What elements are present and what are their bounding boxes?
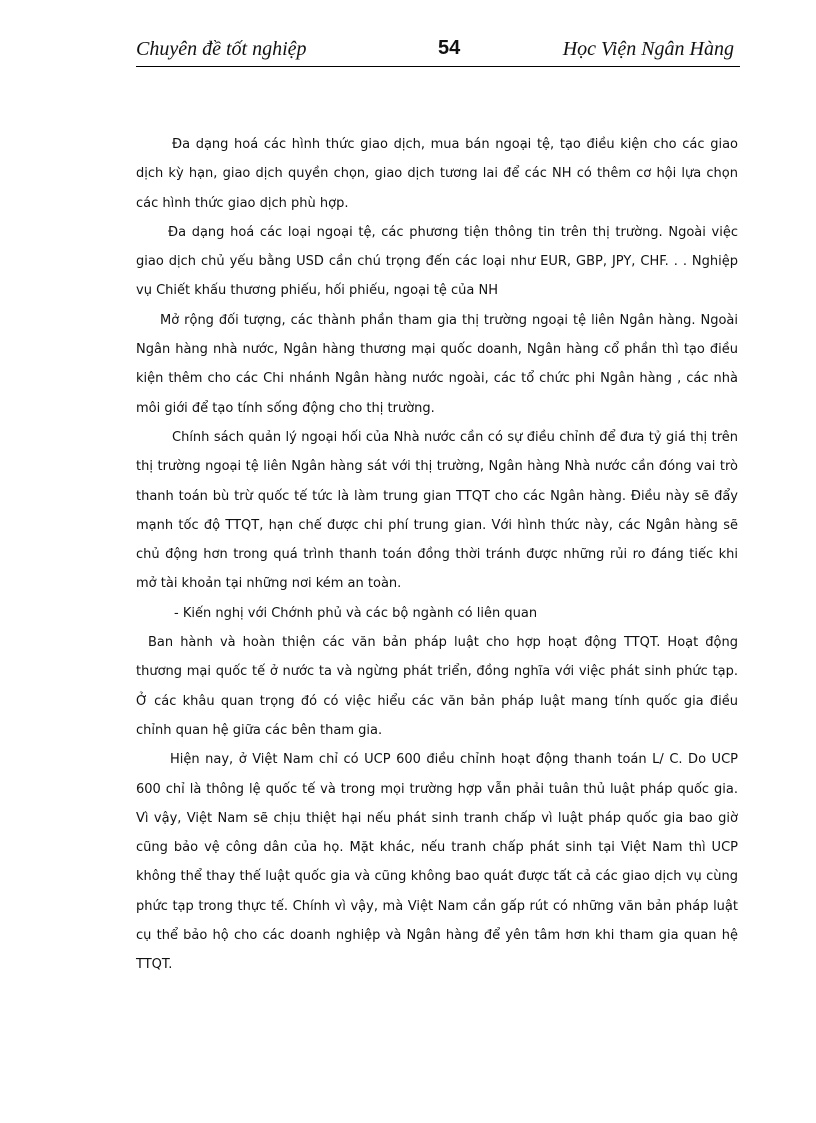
paragraph-expand-participants: Mở rộng đối tượng, các thành phần tham gia thị trường ngoại tệ liên Ngân hàng. Ngoài Ngân hàng nhà nước, Ngân hàng thương mại quốc doanh, Ngân hàng cổ phần thì tạo điều kiện thêm cho các Chi nhánh Ngân hàng nước ngoài, các tổ chức phi Ngân hàng , các nhà môi giới để tạo tính sống động cho thị trường. [136,312,738,416]
page-number: 54 [438,37,461,59]
paragraph-diversify-currencies: Đa dạng hoá các loại ngoại tệ, các phương tiện thông tin trên thị trường. Ngoài việc giao dịch chủ yếu bằng USD cần chú trọng đến các loại như EUR, GBP, JPY, CHF. . . Nghiệp vụ Chiết khấu thương phiếu, hối phiếu, ngoại tệ của NH [136,224,738,299]
header-thesis-title: Chuyên đề tốt nghiệp [136,38,307,60]
paragraph-foreign-exchange-policy: Chính sách quản lý ngoại hối của Nhà nước cần có sự điều chỉnh để đưa tỷ giá thị trên thị trường ngoại tệ liên Ngân hàng sát với thị trường, Ngân hàng Nhà nước cần đóng vai trò thanh toán bù trừ quốc tế tức là làm trung gian TTQT cho các Ngân hàng. Điều này sẽ đẩy mạnh tốc độ TTQT, hạn chế được chi phí trung gian. Với hình thức này, các Ngân hàng sẽ chủ động hơn trong quá trình thanh toán đồng thời tránh được những rủi ro đáng tiếc khi mở tài khoản tại những nơi kém an toàn. [136,429,738,592]
document-body [136,130,738,980]
paragraph-diversify-transactions: Đa dạng hoá các hình thức giao dịch, mua bán ngoại tệ, tạo điều kiện cho các giao dịch kỳ hạn, giao dịch quyền chọn, giao dịch tương lai để các NH có thêm cơ hội lựa chọn các hình thức giao dịch phù hợp. [136,137,738,211]
paragraph-legal-framework: Ban hành và hoàn thiện các văn bản pháp luật cho hợp hoạt động TTQT. Hoạt động thương mại quốc tế ở nước ta và ngừng phát triển, đồng nghĩa với việc phát sinh phức tạp. Ở các khâu quan trọng đó có việc hiểu các văn bản pháp luật mang tính quốc gia điều chỉnh quan hệ giữa các bên tham gia. [136,635,738,738]
paragraph-ucp-600: Hiện nay, ở Việt Nam chỉ có UCP 600 điều chỉnh hoạt động thanh toán L/ C. Do UCP 600 chỉ là thông lệ quốc tế và trong mọi trường hợp vẫn phải tuân thủ luật pháp quốc gia. Vì vậy, Việt Nam sẽ chịu thiệt hại nếu phát sinh tranh chấp vì luật pháp quốc gia bao giờ cũng bảo vệ công dân của họ. Mặt khác, nếu tranh chấp phát sinh tại Việt Nam thì UCP không thể thay thế luật quốc gia và cũng không bao quát được tất cả các giao dịch vụ cùng phức tạp trong thực tế. Chính vì vậy, mà Việt Nam cần gấp rút có những văn bản pháp luật cụ thể bảo hộ cho các doanh nghiệp và Ngân hàng để yên tâm hơn khi tham gia quan hệ TTQT. [136,752,738,973]
header-institution: Học Viện Ngân Hàng [562,38,734,60]
page-header [136,38,740,67]
paragraph-recommendation-heading: - Kiến nghị với Chớnh phủ và các bộ ngành có liên quan [174,605,538,621]
